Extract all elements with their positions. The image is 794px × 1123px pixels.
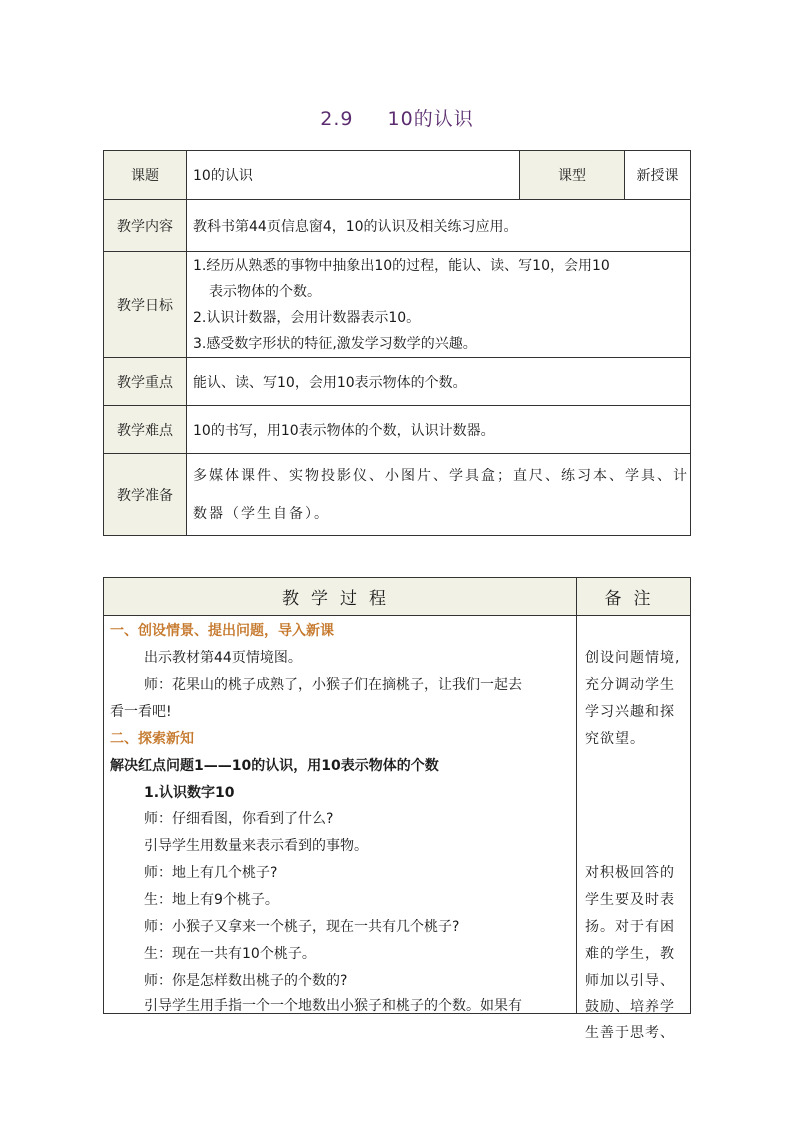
title-number: 2.9 [320, 108, 354, 130]
process-content [104, 616, 577, 1014]
note-line: 学生要及时表 [585, 892, 675, 908]
process-line: 生：地上有9个桃子。 [144, 892, 279, 908]
note-line: 学习兴趣和探 [585, 704, 675, 720]
page-title [0, 104, 794, 131]
difficulty-label: 教学难点 [104, 406, 187, 454]
prep-line: 多媒体课件、实物投影仪、小图片、学具盒；直尺、练习本、学具、计 [193, 467, 689, 484]
note-line: 生善于思考、 [585, 1025, 675, 1041]
topic-value: 10的认识 [187, 151, 520, 200]
process-line: 生：现在一共有10个桃子。 [144, 946, 316, 962]
process-line: 师：你是怎样数出桃子的个数的? [144, 973, 348, 989]
process-line: 出示教材第44页情境图。 [144, 650, 302, 666]
content-label: 教学内容 [104, 200, 187, 252]
note-line: 对积极回答的 [585, 865, 675, 881]
lesson-info-table [103, 150, 691, 536]
key-value: 能认、读、写10，会用10表示物体的个数。 [187, 358, 691, 406]
note-line: 充分调动学生 [585, 677, 675, 693]
section-heading: 一、创设情景、提出问题，导入新课 [110, 623, 334, 639]
title-text: 10的认识 [387, 108, 474, 130]
process-line: 师：小猴子又拿来一个桃子，现在一共有几个桃子? [144, 919, 460, 935]
subsection-heading: 解决红点问题1——10的认识，用10表示物体的个数 [110, 758, 439, 774]
key-label: 教学重点 [104, 358, 187, 406]
goals-label: 教学日标 [104, 252, 187, 358]
note-line: 难的学生，教 [585, 946, 675, 962]
section-heading: 二、探索新知 [110, 731, 194, 747]
process-line: 师：仔细看图，你看到了什么? [144, 811, 334, 827]
process-line: 引导学生用手指一个一个地数出小猴子和桃子的个数。如果有 [144, 998, 522, 1014]
goal-line: 表示物体的个数。 [209, 283, 321, 300]
goal-line: 2.认识计数器，会用计数器表示10。 [193, 309, 421, 326]
note-line: 究欲望。 [585, 731, 645, 747]
type-value: 新授课 [625, 151, 691, 200]
note-line: 鼓励、培养学 [585, 999, 675, 1015]
prep-line: 数器（学生自备）。 [193, 505, 330, 522]
notes-content [577, 616, 691, 1041]
process-table [103, 577, 691, 1041]
note-line: 师加以引导、 [585, 973, 675, 989]
content-value: 教科书第44页信息窗4，10的认识及相关练习应用。 [187, 200, 691, 252]
note-line: 扬。对于有困 [585, 919, 675, 935]
goals-cell [187, 252, 691, 358]
note-line: 创设问题情境, [585, 650, 681, 666]
subsection-heading: 1.认识数字10 [144, 785, 235, 801]
goal-line: 1.经历从熟悉的事物中抽象出10的过程，能认、读、写10，会用10 [193, 257, 610, 274]
prep-cell [187, 454, 691, 536]
prep-label: 教学准备 [104, 454, 187, 536]
process-line: 师：地上有几个桃子? [144, 865, 278, 881]
notes-header: 备注 [577, 578, 691, 616]
goal-line: 3.感受数字形状的特征,激发学习数学的兴趣。 [193, 335, 477, 352]
topic-label: 课题 [104, 151, 187, 200]
type-label: 课型 [520, 151, 625, 200]
difficulty-value: 10的书写，用10表示物体的个数，认识计数器。 [187, 406, 691, 454]
process-line: 看一看吧! [110, 704, 172, 720]
process-line: 引导学生用数量来表示看到的事物。 [144, 838, 368, 854]
process-header: 教学过程 [104, 578, 577, 616]
process-line: 师：花果山的桃子成熟了，小猴子们在摘桃子，让我们一起去 [144, 677, 522, 693]
